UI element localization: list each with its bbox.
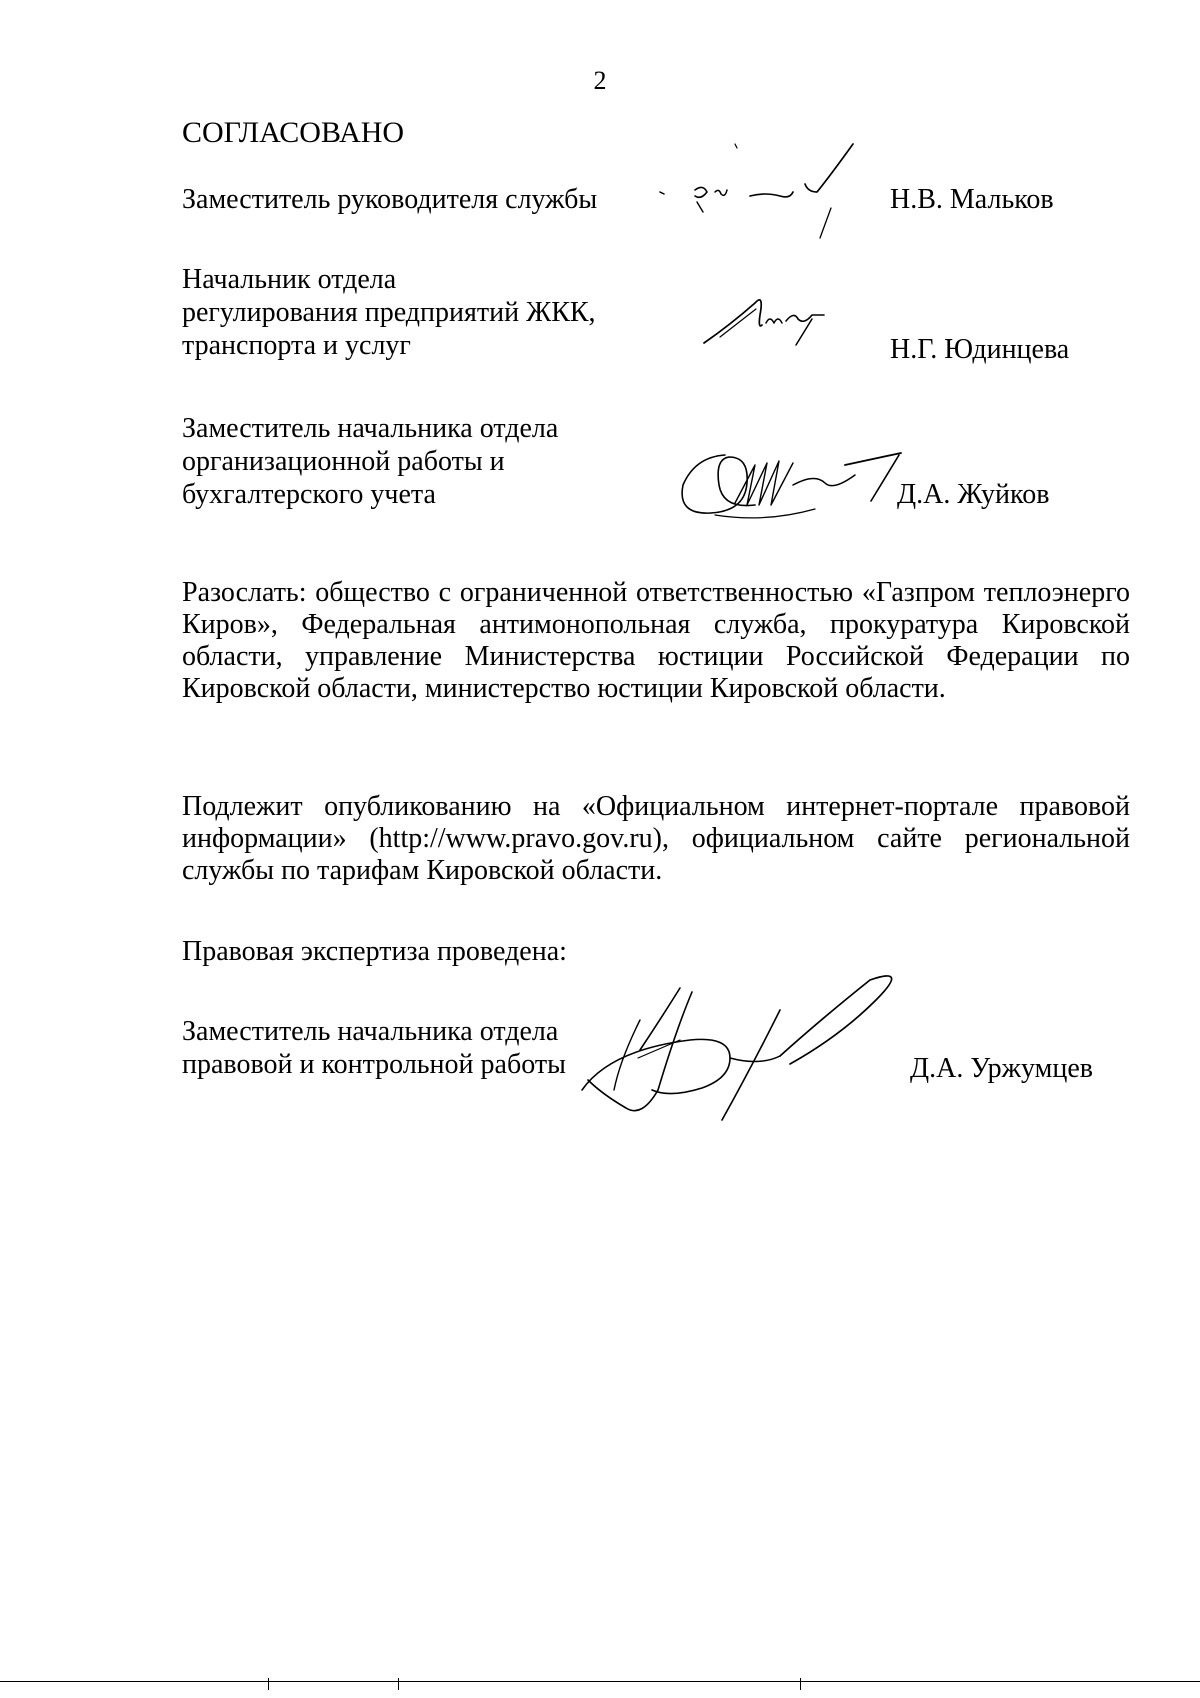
signer-position-1: Заместитель руководителя службы	[182, 184, 598, 215]
signer-position-2: Начальник отдела регулирования предприятий ЖКК, транспорта и услуг	[182, 264, 596, 361]
legal-review-position: Заместитель начальника отдела правовой и контрольной работы	[182, 1016, 566, 1080]
legal-review-name: Д.А. Уржумцев	[910, 1053, 1094, 1084]
signature-3	[675, 445, 905, 530]
page-number: 2	[593, 66, 607, 95]
legal-review-title: Правовая экспертиза проведена:	[182, 936, 567, 967]
approval-title: СОГЛАСОВАНО	[182, 116, 405, 149]
distribution-list: Разослать: общество с ограниченной ответственностью «Газпром теплоэнерго Киров», Федеральная антимонопольная служба, прокуратура Кировской области, управление Министерства юстиции Российской Федерации по Кировской области, министерство юстиции Кировской области.	[182, 577, 1130, 704]
signer-name-3: Д.А. Жуйков	[897, 479, 1050, 510]
publication-notice: Подлежит опубликованию на «Официальном интернет-портале правовой информации» (http://www.pravo.gov.ru), официальном сайте региональной службы по тарифам Кировской области.	[182, 791, 1130, 886]
signature-2	[700, 285, 840, 365]
footer-rule	[0, 1681, 1200, 1682]
signature-4	[580, 970, 920, 1150]
signer-position-3: Заместитель начальника отдела организационной работы и бухгалтерского учета	[182, 413, 559, 510]
signer-name-1: Н.В. Мальков	[890, 184, 1054, 215]
signature-1	[655, 140, 905, 250]
footer-tick	[268, 1678, 269, 1690]
signer-name-2: Н.Г. Юдинцева	[890, 334, 1070, 365]
footer-tick	[398, 1678, 399, 1690]
footer-tick	[800, 1678, 801, 1690]
